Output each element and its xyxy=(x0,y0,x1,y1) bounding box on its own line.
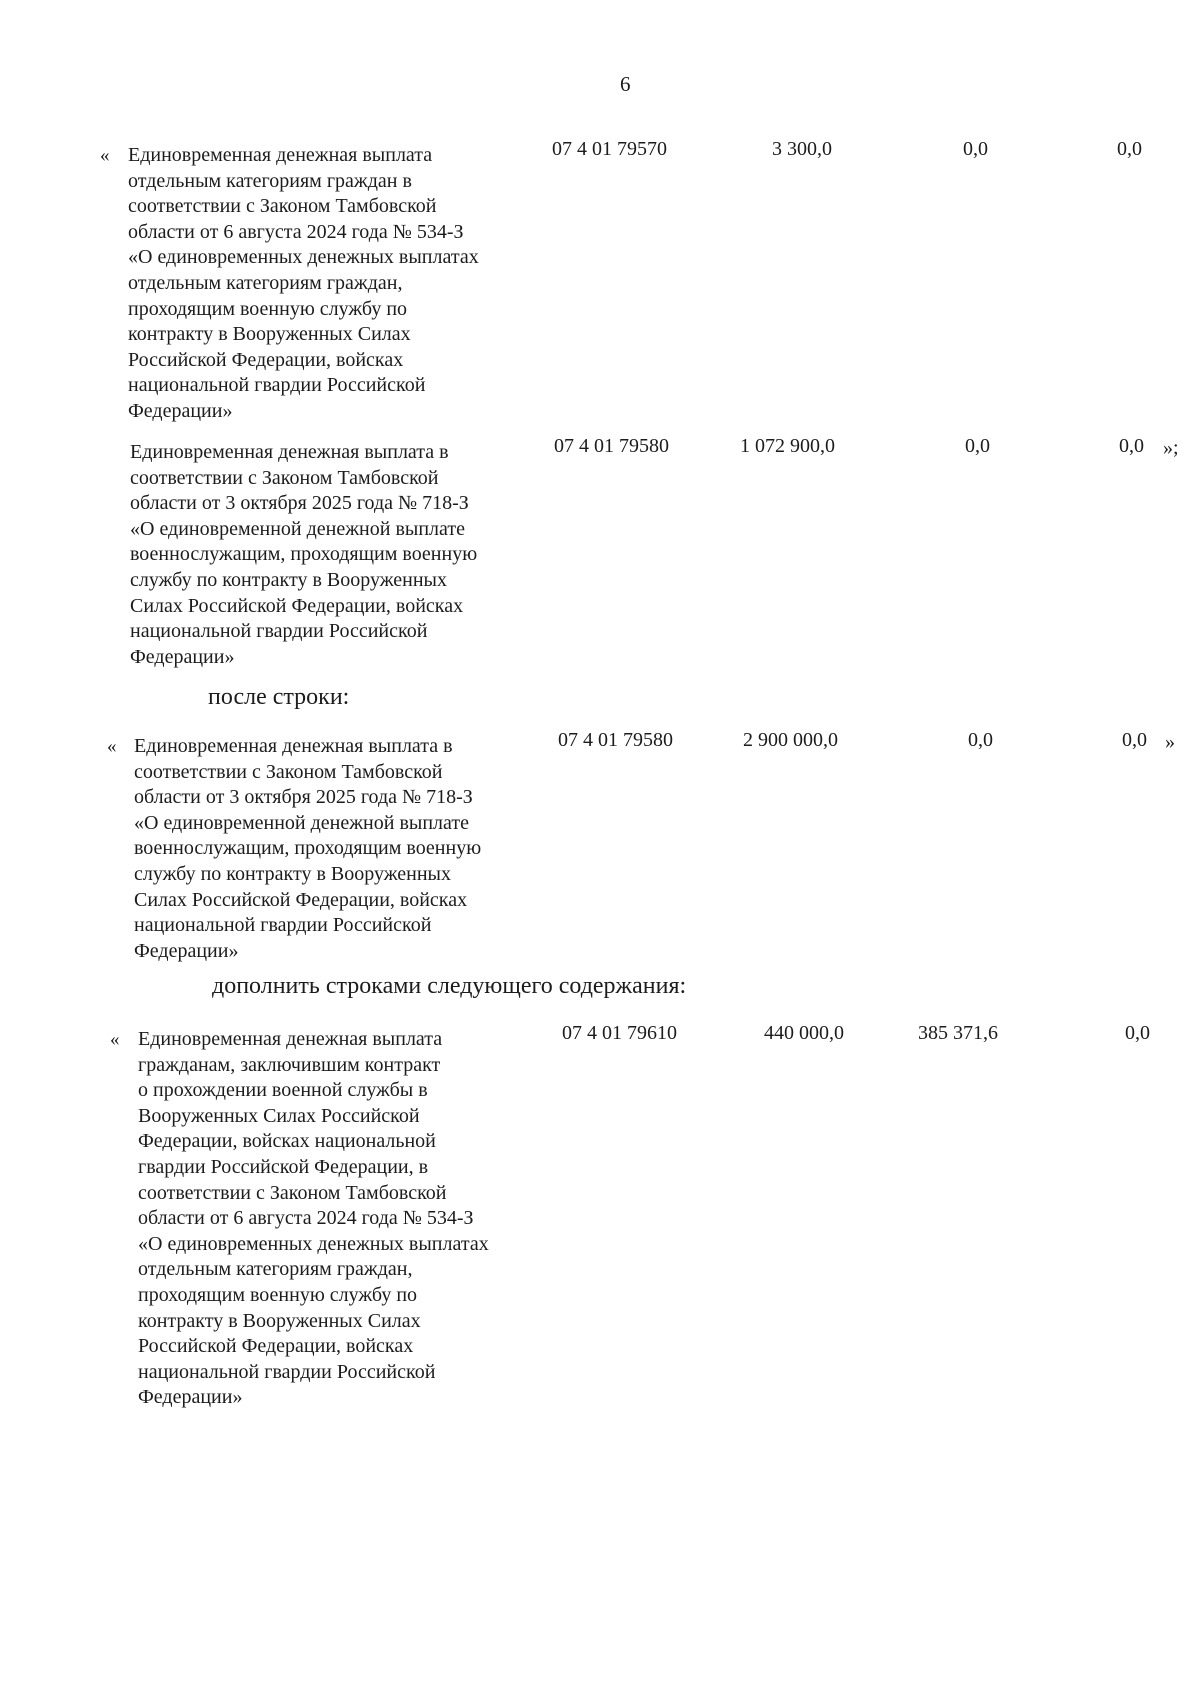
row-amount-3: 0,0 xyxy=(1125,1022,1150,1044)
row-code: 07 4 01 79570 xyxy=(552,138,667,160)
row-amount-1: 3 300,0 xyxy=(772,138,832,160)
row-code: 07 4 01 79580 xyxy=(558,729,673,751)
row-amount-2: 0,0 xyxy=(968,729,993,751)
row-amount-3: 0,0 xyxy=(1122,729,1147,751)
row-amount-2: 0,0 xyxy=(965,435,990,457)
row-amount-1: 2 900 000,0 xyxy=(743,729,838,751)
open-quote: « xyxy=(110,1029,120,1050)
row-amount-3: 0,0 xyxy=(1119,435,1144,457)
heading-after-line: после строки: xyxy=(208,684,350,710)
row-amount-3: 0,0 xyxy=(1117,138,1142,160)
row-description: Единовременная денежная выплата в соответствии с Законом Тамбовской области от 3 октября 2025 года № 718-З «О единовременной денежной выплате военнослужащим, проходящим военную службу по контракту в Вооруженных Силах Российской Федерации, войсках национальной гвардии Российской Федерации» xyxy=(134,735,482,962)
row-amount-1: 1 072 900,0 xyxy=(740,435,835,457)
row-description: Единовременная денежная выплата в соответствии с Законом Тамбовской области от 3 октября 2025 года № 718-З «О единовременной денежной выплате военнослужащим, проходящим военную службу по контракту в Вооруженных Силах Российской Федерации, войсках национальной гвардии Российской Федерации» xyxy=(130,441,478,668)
close-quote: » xyxy=(1165,731,1175,753)
heading-add-lines: дополнить строками следующего содержания: xyxy=(212,973,687,999)
row-amount-1: 440 000,0 xyxy=(764,1022,844,1044)
open-quote: « xyxy=(107,736,117,757)
row-amount-2: 0,0 xyxy=(963,138,988,160)
row-code: 07 4 01 79580 xyxy=(554,435,669,457)
page-number: 6 xyxy=(620,72,631,96)
row-amount-2: 385 371,6 xyxy=(918,1022,998,1044)
row-code: 07 4 01 79610 xyxy=(562,1022,677,1044)
open-quote: « xyxy=(100,145,110,166)
row-description: Единовременная денежная выплата гражданам, заключившим контракт о прохождении военной службы в Вооруженных Силах Российской Федерации, войсках национальной гвардии Российской Федерации, в соответствии с Законом Тамбовской области от 6 августа 2024 года № 534-З «О единовременных денежных выплатах отдельным категориям граждан, проходящим военную службу по контракту в Вооруженных Силах Российской Федерации, войсках национальной гвардии Российской Федерации» xyxy=(138,1028,489,1409)
close-quote: »; xyxy=(1163,437,1179,459)
row-description: Единовременная денежная выплата отдельным категориям граждан в соответствии с Законом Тамбовской области от 6 августа 2024 года № 534-З «О единовременных денежных выплатах отдельным категориям граждан, проходящим военную службу по контракту в Вооруженных Силах Российской Федерации, войсках национальной гвардии Российской Федерации» xyxy=(128,144,479,422)
